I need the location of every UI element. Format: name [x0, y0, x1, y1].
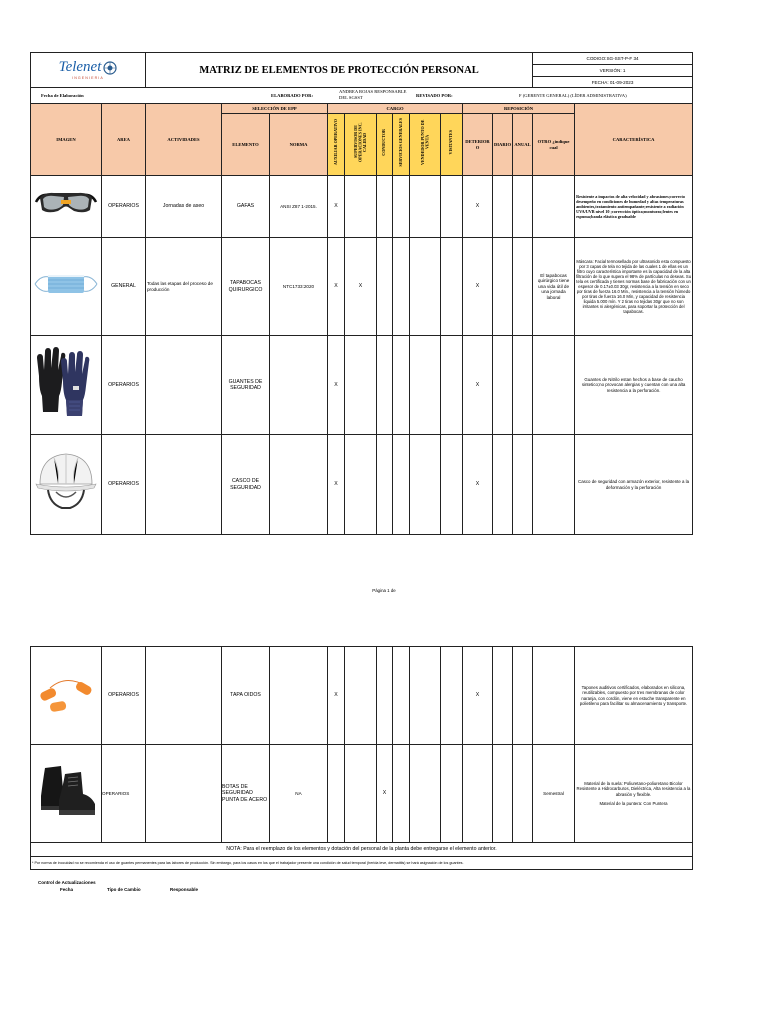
row-elemento: CASCO DE SEGURIDAD: [222, 435, 270, 535]
row-actividades: [146, 435, 222, 535]
col-cargo-servicios: SERVICIOS GENERALES: [397, 117, 403, 167]
col-cargo-vendedor: VENDEDOR PUNTO DE VENTA: [419, 119, 429, 165]
row-sup: [345, 435, 377, 535]
fecha-label: Fecha de Elaboración: [41, 93, 84, 98]
row-norma: NA: [270, 745, 328, 843]
mask-icon: [33, 271, 99, 297]
row-otro: [533, 336, 575, 435]
row-aux: X: [328, 336, 345, 435]
col-group-seleccion: SELECCIÓN DE EPP: [222, 104, 328, 114]
elaborado-label: ELABORADO POR:: [271, 93, 313, 98]
col-cargo-conductor: CONDUCTOR: [381, 128, 387, 156]
table-row: [31, 336, 693, 435]
table-row: [31, 647, 693, 745]
col-norma: NORMA: [270, 114, 328, 176]
logo-subtitle: INGENIERIA: [72, 76, 104, 80]
row-actividades: [146, 647, 222, 745]
row-norma: [270, 336, 328, 435]
matrix-page-2: [30, 646, 693, 870]
row-norma: [270, 435, 328, 535]
control-tipo-header: Tipo de Cambio: [107, 887, 141, 892]
row-caracteristica: Resistente a impactos de alta velocidad y abrasiones;correcto desempeño en condiciones de humedad y altas temperaturas ambientes,tratamiento antiempañante;resistente a radiación UVA/UVB nivel 10 ;corrección óptica;monturas;lentes en espuma;banda elástica graduable: [575, 176, 693, 238]
control-fecha-header: Fecha: [60, 887, 74, 892]
row-elemento: TAPA OIDOS: [222, 647, 270, 745]
row-aux: X: [328, 176, 345, 238]
control-responsable-header: Responsable: [170, 887, 199, 892]
col-anual: ANUAL: [513, 114, 533, 176]
nota-reemplazo: NOTA: Para el reemplazo de los elementos y dotación del personal de la planta debe entregarse el elemento anterior.: [31, 843, 693, 857]
page-number: Página 1 de: [372, 588, 396, 593]
table-row: [31, 745, 693, 843]
document-version: VERSIÓN: 1: [533, 65, 693, 77]
col-cargo-supervisor: SUPERVISOR DE OPERACIONES INC. CALIDAD: [352, 122, 367, 162]
revisado-label: REVISADO POR:: [416, 93, 453, 98]
row-norma: ANSI Z87 1-2015.: [270, 176, 328, 238]
row-caracteristica: [575, 745, 693, 843]
earplugs-image: [31, 647, 102, 745]
row-caracteristica: Casco de seguridad con armazón exterior, resistente a la deformación y la perforación: [575, 435, 693, 535]
col-area: AREA: [102, 104, 146, 176]
boots-image: [31, 745, 102, 843]
row-actividades: [146, 336, 222, 435]
row-elemento: TAPABOCAS QUIRURGICO: [222, 238, 270, 336]
earplugs-icon: [36, 670, 96, 716]
helmet-icon: [34, 446, 98, 518]
caracteristica-puntera: Material de la puntera: Con Puntera: [599, 800, 668, 806]
row-norma: [270, 647, 328, 745]
row-sup: [345, 336, 377, 435]
row-otro: [533, 435, 575, 535]
row-aux: [328, 745, 345, 843]
row-deterioro: X: [463, 176, 493, 238]
company-logo: [31, 53, 146, 88]
row-otro: Semestral: [533, 745, 575, 843]
row-caracteristica: Guantes de Nitrilo estan hechos a base de caucho sintetico;no provocan alergias y cuentan con una alta resistencia a la perforación.: [575, 336, 693, 435]
row-deterioro: [463, 745, 493, 843]
goggles-image: [31, 176, 102, 238]
row-aux: X: [328, 435, 345, 535]
row-actividades: [146, 745, 222, 843]
row-area: OPERARIOS: [102, 647, 146, 745]
table-row: [31, 435, 693, 535]
row-deterioro: X: [463, 336, 493, 435]
row-elemento: GAFAS: [222, 176, 270, 238]
revisado-value: F (GERENTE GENERAL) (LÍDER ADMINISTRATIVA): [519, 93, 627, 98]
row-norma: NTC1733:2020: [270, 238, 328, 336]
control-title: Control de Actualizaciones: [38, 880, 96, 885]
row-actividades: Jornadas de aseo: [146, 176, 222, 238]
table-row: [31, 238, 693, 336]
row-sup: [345, 176, 377, 238]
document-code: CODIGO:SG-SST-P-F 34: [533, 53, 693, 65]
row-otro: [533, 176, 575, 238]
row-deterioro: X: [463, 435, 493, 535]
col-group-reposicion: REPOSICIÓN: [463, 104, 575, 114]
helmet-image: [31, 435, 102, 535]
row-conductor: X: [377, 745, 393, 843]
gloves-icon: [33, 346, 99, 420]
col-group-cargo: CARGO: [328, 104, 463, 114]
row-caracteristica: Máscara: Facial termosellado por ultrasonido esta compuesto por 3 capas de tela no tejida de las cuales 1 de ellas es un filtro cuyo característica importante es la capacidad de la alta filtración de lo que supera el 98% de partículas no deseas. Su tela es certificada y tienes normas base de fabricación con un espesor de 0.17±0.03 30gr, resistencia a la tensión en seco por tiras de fuerza 16.0 Mín., resistencia a la tensión húmedo por tiras de fuerza 16.0 Mín, y capacidad de resistencia liquida 5.000 mín. Y 2 tiras no tejidas 30gr que no son irritantes ni alergénicas, para soportar la protección del tapabocas.: [575, 238, 693, 336]
row-area: OPERARIOS: [102, 336, 146, 435]
col-caracteristica: CARACTERÍSTICA: [575, 104, 693, 176]
mask-image: [31, 238, 102, 336]
table-row: [31, 176, 693, 238]
document-date: FECHA: 01-09-2023: [533, 77, 693, 88]
row-otro: El tapabocas quirúrgico tiene una vida útil de una jornada laboral: [533, 238, 575, 336]
row-area: OPERARIOS: [102, 176, 146, 238]
row-conductor: [377, 647, 393, 745]
row-aux: X: [328, 647, 345, 745]
row-deterioro: X: [463, 647, 493, 745]
gloves-image: [31, 336, 102, 435]
row-otro: [533, 647, 575, 745]
col-cargo-auxiliar: AUXILIAR OPERATIVO: [332, 118, 338, 166]
col-diario: DIARIO: [493, 114, 513, 176]
document-title: MATRIZ DE ELEMENTOS DE PROTECCIÓN PERSONAL: [146, 53, 533, 88]
boots-icon: [35, 760, 97, 822]
row-elemento: GUANTES DE SEGURIDAD: [222, 336, 270, 435]
row-aux: X: [328, 238, 345, 336]
col-deterioro: DETERIOR O: [463, 114, 493, 176]
caracteristica-suela: Material de la suela: Poliuretano-poliuretano Bicolor Resistente a Hidrocarburos, Dieléctrica, Alta resistencia a la abrasión y flexible.: [576, 781, 691, 797]
col-actividades: ACTIVIDADES: [146, 104, 222, 176]
goggles-icon: [34, 186, 98, 222]
row-area: OPERARIOS: [102, 745, 146, 843]
logo-emblem-icon: [103, 61, 117, 75]
row-actividades: Todas las etapas del proceso de producción: [146, 238, 222, 336]
col-imagen: IMAGEN: [31, 104, 102, 176]
footnote-guantes: * Por norma de inocuidad no se recomienda el uso de guantes permanentes para las labores de producción. Sin embargo, para los casos en los que el trabajador presente una condición de salud temporal (herida leve, dermatitis) se hará asignación de los guantes.: [31, 857, 693, 870]
logo-wordmark: Telenet: [58, 59, 102, 75]
row-caracteristica: Tapones auditivos certificados, elaborados en silicona, reutilizables, compuesto por tres membranas de color naranja, con cordón, viene en estuche transparente en polietileno para facilitar su almacenamiento y transporte.: [575, 647, 693, 745]
row-deterioro: X: [463, 238, 493, 336]
row-area: OPERARIOS: [102, 435, 146, 535]
row-elemento: BOTAS DE SEGURIDAD PUNTA DE ACERO: [222, 745, 270, 843]
elaborado-value: ANDREA ROJAS RESPONSABLE DEL SGSST: [339, 89, 407, 100]
row-sup: X: [345, 238, 377, 336]
col-elemento: ELEMENTO: [222, 114, 270, 176]
col-cargo-visitantes: VISITANTES: [448, 129, 454, 155]
matrix-page-1: [30, 52, 693, 535]
col-otro: OTRO ¿indique cual: [533, 114, 575, 176]
row-area: GENERAL: [102, 238, 146, 336]
